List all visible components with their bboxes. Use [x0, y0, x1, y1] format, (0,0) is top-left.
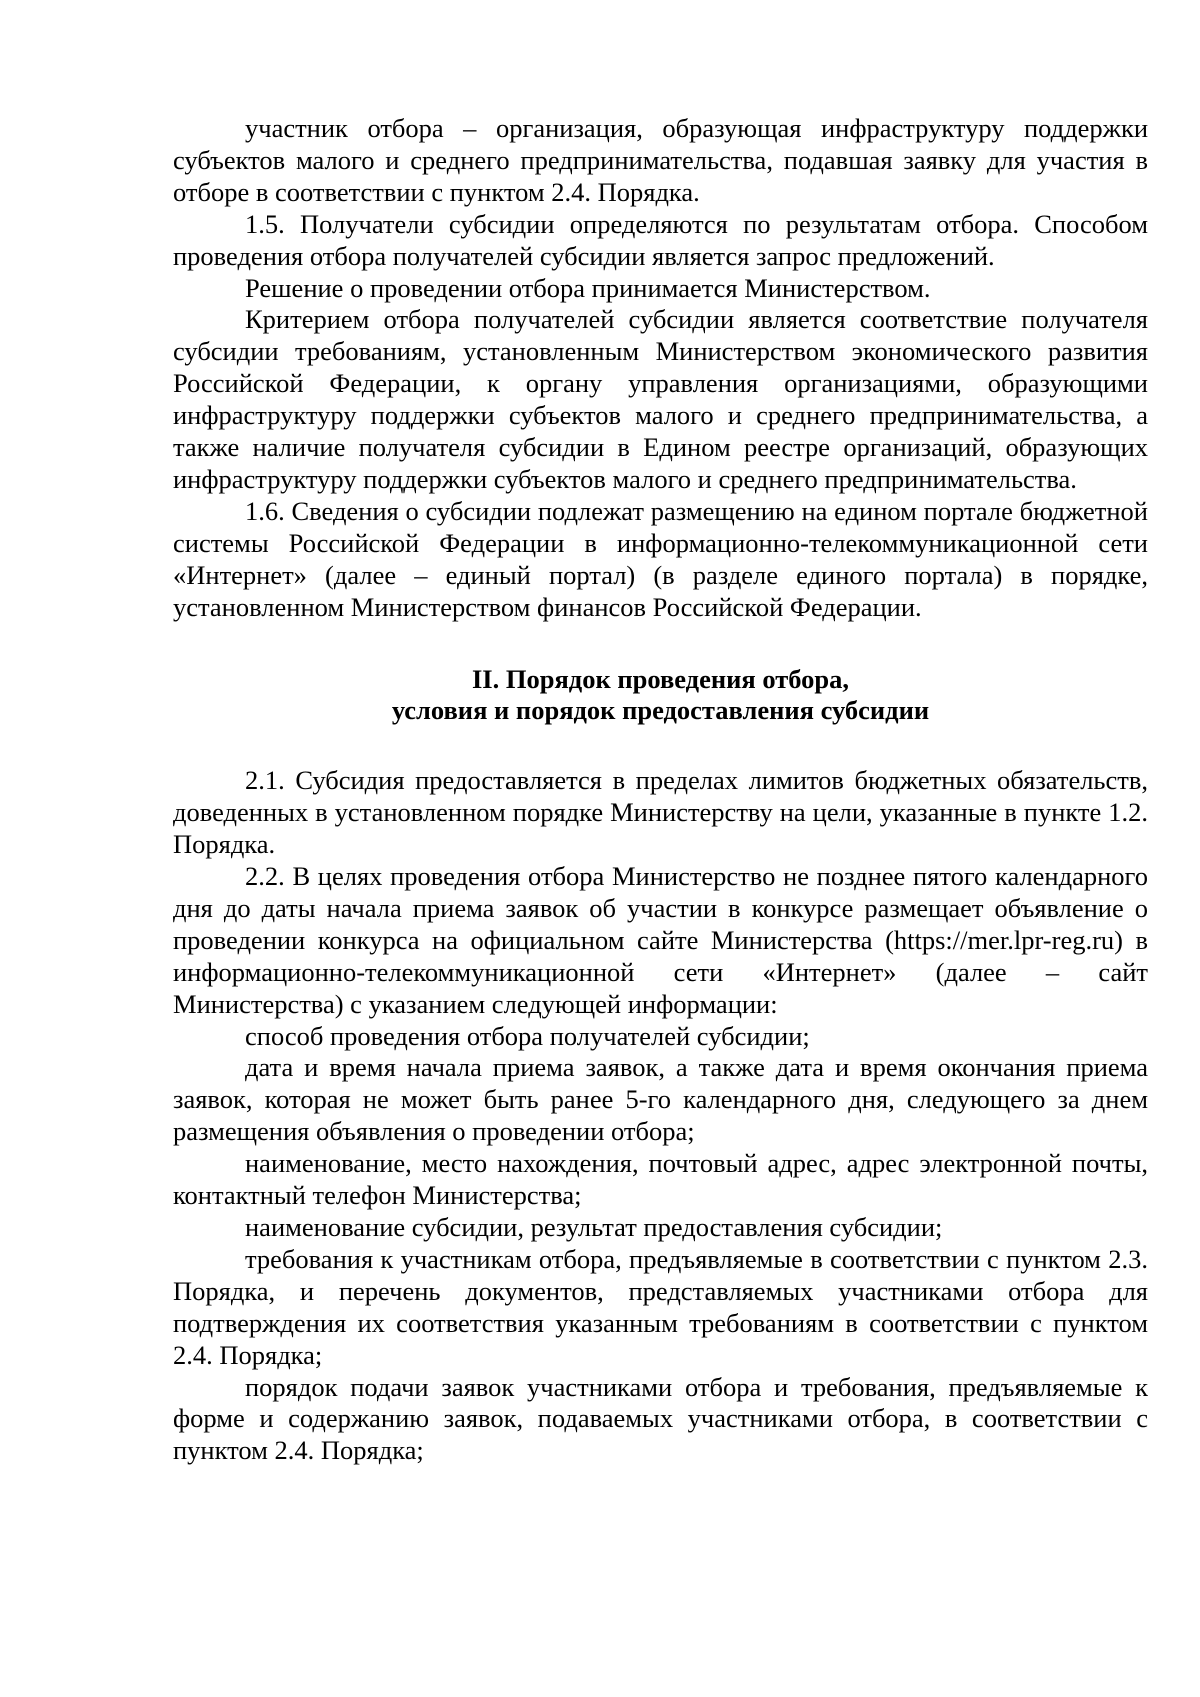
paragraph-1-6: 1.6. Сведения о субсидии подлежат размещению на едином портале бюджетной системы Российской Федерации в информационно-телекоммуникационной сети «Интернет» (далее – единый портал) (в разделе единого портала) в порядке, установленном Министерством финансов Российской Федерации.	[173, 495, 1148, 622]
list-item-subsidy-name: наименование субсидии, результат предоставления субсидии;	[245, 1212, 943, 1242]
paragraph-decision: Решение о проведении отбора принимается Министерством.	[245, 272, 931, 303]
document-page	[173, 113, 1148, 1467]
list-item-requirements: требования к участникам отбора, предъявляемые в соответствии с пунктом 2.3. Порядка, и перечень документов, представляемых участниками отбора для подтверждения их соответствия указанным требованиям в соответствии с пунктом 2.4. Порядка;	[173, 1243, 1148, 1370]
paragraph-2-1: 2.1. Субсидия предоставляется в пределах лимитов бюджетных обязательств, доведенных в установленном порядке Министерству на цели, указанные в пункте 1.2. Порядка.	[173, 765, 1148, 860]
paragraph-criterion: Критерием отбора получателей субсидии является соответствие получателя субсидии требованиям, установленным Министерством экономического развития Российской Федерации, к органу управления организациями, образующими инфраструктуру поддержки субъектов малого и среднего предпринимательства, а также наличие получателя субсидии в Едином реестре организаций, образующих инфраструктуру поддержки субъектов малого и среднего предпринимательства.	[173, 304, 1148, 494]
paragraph-participant-definition: участник отбора – организация, образующая инфраструктуру поддержки субъектов малого и среднего предпринимательства, подавшая заявку для участия в отборе в соответствии с пунктом 2.4. Порядка.	[173, 113, 1148, 207]
section-title	[173, 664, 1148, 728]
paragraph-2-2: 2.2. В целях проведения отбора Министерство не позднее пятого календарного дня до даты начала приема заявок об участии в конкурсе размещает объявление о проведении конкурса на официальном сайте Министерства (https://mer.lpr-reg.ru) в информационно-телекоммуникационной сети «Интернет» (далее – сайт Министерства) с указанием следующей информации:	[173, 861, 1148, 1019]
section-title-line-1: II. Порядок проведения отбора,	[471, 663, 850, 694]
list-item-application-procedure: порядок подачи заявок участниками отбора и требования, предъявляемые к форме и содержанию заявок, подаваемых участниками отбора, в соответствии с пунктом 2.4. Порядка;	[173, 1371, 1148, 1466]
list-item-selection-method: способ проведения отбора получателей субсидии;	[245, 1020, 810, 1051]
section-title-line-2: условия и порядок предоставления субсидии	[391, 695, 930, 726]
paragraph-1-5: 1.5. Получатели субсидии определяются по результатам отбора. Способом проведения отбора получателей субсидии является запрос предложений.	[173, 208, 1148, 271]
list-item-contacts: наименование, место нахождения, почтовый адрес, адрес электронной почты, контактный телефон Министерства;	[173, 1148, 1148, 1211]
list-item-dates: дата и время начала приема заявок, а также дата и время окончания приема заявок, которая не может быть ранее 5-го календарного дня, следующего за днем размещения объявления о проведении отбора;	[173, 1052, 1148, 1147]
